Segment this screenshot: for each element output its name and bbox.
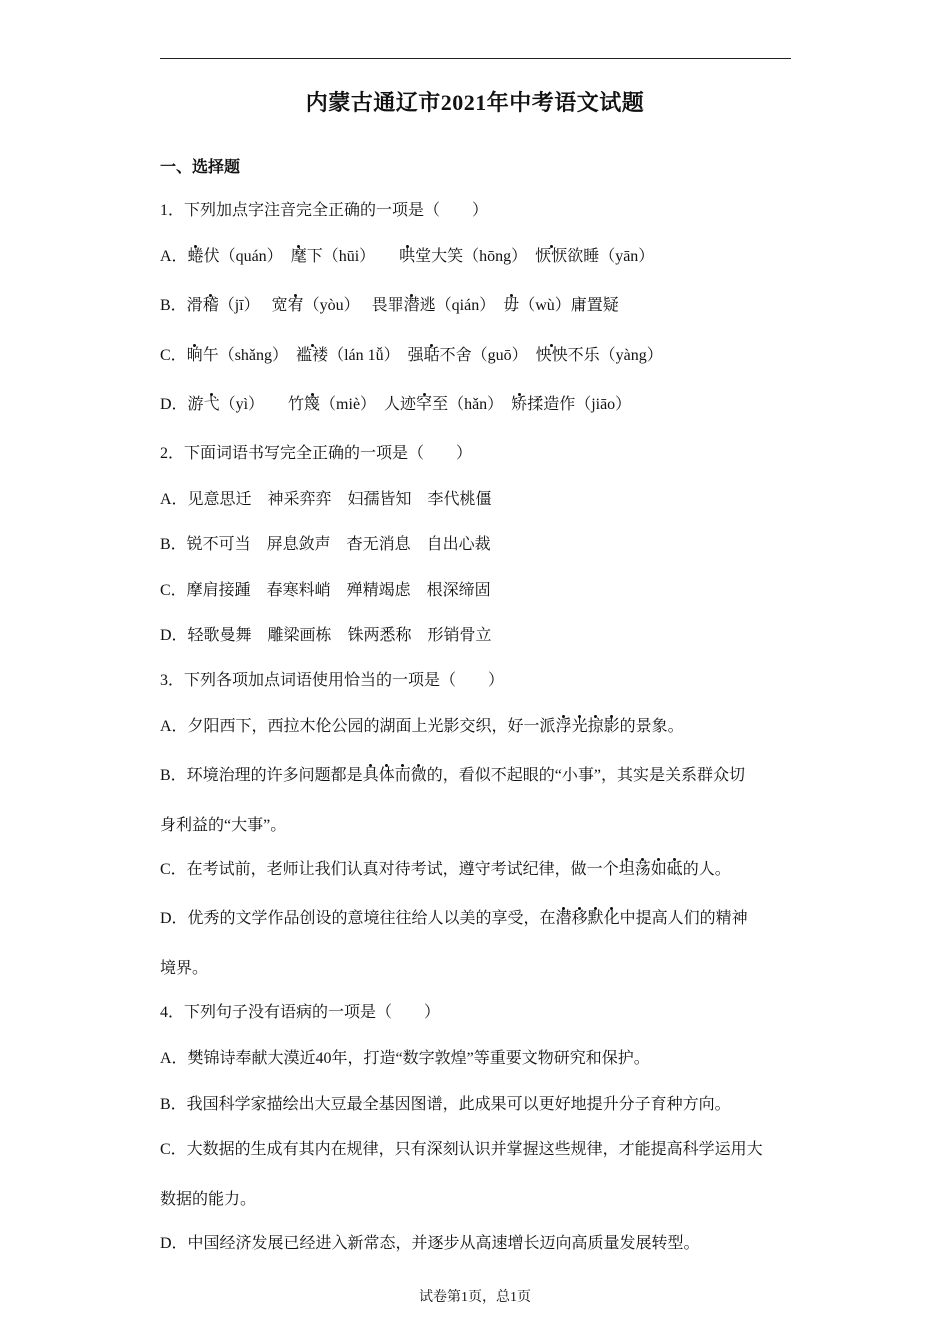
q2-option-a: A．见意思迁 神采弈弈 妇孺皆知 李代桃僵	[160, 491, 492, 508]
q3-c-dotted-phrase: 坦荡如砥	[618, 861, 683, 878]
q3-option-d-cont: 境界。	[160, 960, 209, 977]
q3-option-b-cont: 身利益的“大事”。	[160, 817, 287, 834]
q1-stem: 1．下列加点字注音完全正确的一项是（ ）	[160, 202, 489, 219]
q4-option-c: C．大数据的生成有其内在规律，只有深刻认识并掌握这些规律，才能提高科学运用大	[160, 1141, 763, 1158]
q1-option-c: C．晌午（shǎng） 褴褛（lán 1ǚ） 强聒不舍（guō） 怏怏不乐（yàng）	[160, 347, 663, 364]
q3-stem: 3．下列各项加点词语使用恰当的一项是（ ）	[160, 672, 505, 689]
header-rule	[160, 58, 791, 59]
q4-stem: 4．下列句子没有语病的一项是（ ）	[160, 1004, 441, 1021]
q4-option-b: B．我国科学家描绘出大豆最全基因图谱，此成果可以更好地提升分子育种方向。	[160, 1096, 731, 1113]
q4-option-c-cont: 数据的能力。	[160, 1191, 257, 1208]
q2-option-b: B．锐不可当 屏息敛声 杳无消息 自出心裁	[160, 536, 491, 553]
q2-option-d: D．轻歌曼舞 雕梁画栋 铢两悉称 形销骨立	[160, 627, 492, 644]
q4-option-a: A．樊锦诗奉献大漠近40年，打造“数字敦煌”等重要文物研究和保护。	[160, 1050, 650, 1067]
q3-option-d: D．优秀的文学作品创设的意境往往给人以美的享受，在潜移默化中提高人们的精神	[160, 910, 748, 927]
q3-option-a: A．夕阳西下，西拉木伦公园的湖面上光影交织，好一派浮光掠影的景象。	[160, 718, 684, 735]
q1-option-b: B．滑稽（jī） 宽宥（yòu） 畏罪潜逃（qián） 毋（wù）庸置疑	[160, 297, 619, 314]
q3-b-dotted-phrase: 具体而微	[362, 767, 427, 784]
section-heading: 一、选择题	[160, 159, 241, 176]
q3-option-c: C．在考试前，老师让我们认真对待考试，遵守考试纪律，做一个坦荡如砥的人。	[160, 861, 731, 878]
q3-option-b: B．环境治理的许多问题都是具体而微的，看似不起眼的“小事”，其实是关系群众切	[160, 767, 745, 784]
q2-option-c: C．摩肩接踵 春寒料峭 殚精竭虑 根深缔固	[160, 582, 491, 599]
q1-option-d: D．游弋（yì） 竹篾（miè） 人迹罕至（hǎn） 矫揉造作（jiāo）	[160, 396, 632, 413]
q3-d-dotted-phrase: 潜移默化	[555, 910, 620, 927]
q3-a-dotted-phrase: 浮光掠影	[555, 718, 620, 735]
page-footer: 试卷第1页，总1页	[419, 1290, 531, 1305]
q1-option-a: A．蜷伏（quán） 麾下（hūi） 哄堂大笑（hōng） 恹恹欲睡（yān）	[160, 248, 655, 265]
q2-stem: 2．下面词语书写完全正确的一项是（ ）	[160, 445, 473, 462]
q4-option-d: D．中国经济发展已经进入新常态，并逐步从高速增长迈向高质量发展转型。	[160, 1235, 700, 1252]
page-title: 内蒙古通辽市2021年中考语文试题	[305, 90, 645, 115]
